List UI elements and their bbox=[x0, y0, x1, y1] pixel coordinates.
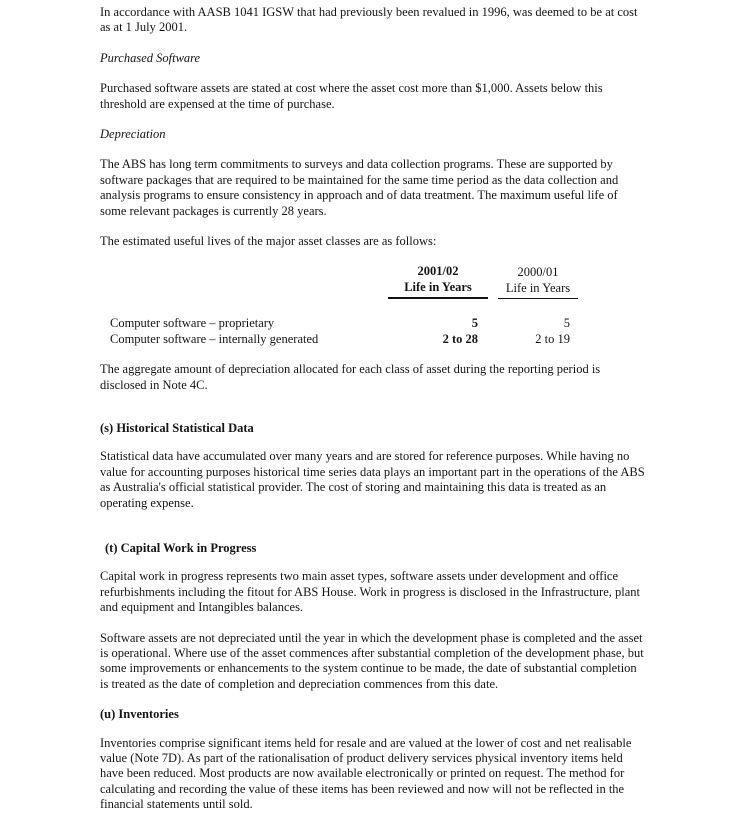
paragraph-purchased-software: Purchased software assets are stated at cost where the asset cost more than $1,000. Assets below this threshold are expensed at the time of purchase. bbox=[100, 81, 603, 111]
row-label: Computer software – internally generated bbox=[110, 331, 319, 346]
paragraph-inventories: Inventories comprise significant items held for resale and are valued at the lower of cost and net realisable value (Note 7D). As part of the rationalisation of product delivery services physical inventory items held have been reduced. Most products are now available electronically or printed on request. The method for calculating and recording the value of these items has been reviewed and now will not be reflected in the financial statements until sold. bbox=[100, 735, 632, 812]
paragraph-capital-work-1: Capital work in progress represents two main asset types, software assets under development and office refurbishments including the fitout for ABS House. Work in progress is disclosed in the Infrastructure, plant and equipment and Intangibles balances. bbox=[100, 569, 640, 615]
paragraph-useful-lives-intro: The estimated useful lives of the major asset classes are as follows: bbox=[100, 234, 437, 249]
row-value-2001-02: 2 to 28 bbox=[442, 331, 478, 346]
table-body bbox=[100, 316, 645, 347]
row-value-2000-01: 2 to 19 bbox=[535, 331, 570, 346]
paragraph-historical-statistical-data: Statistical data have accumulated over many years and are stored for reference purposes. While having no value for accounting purposes historical time series data plays an important part in the operations of the ABS as Australia's official statistical provider. The cost of storing and maintaining this data is treated as an operating expense. bbox=[100, 449, 645, 510]
column-year-label: 2001/02 bbox=[417, 264, 459, 279]
useful-lives-table bbox=[100, 264, 645, 347]
heading-capital-work-in-progress: (t) Capital Work in Progress bbox=[105, 540, 257, 555]
column-year-label: 2000/01 bbox=[517, 265, 559, 280]
paragraph-aggregate-depreciation: The aggregate amount of depreciation allocated for each class of asset during the reporting period is disclosed in Note 4C. bbox=[100, 362, 601, 392]
document-page bbox=[100, 0, 645, 813]
column-unit-label: Life in Years bbox=[505, 280, 571, 295]
column-unit-label: Life in Years bbox=[404, 279, 472, 294]
table-column-header-2001-02 bbox=[388, 264, 488, 299]
paragraph-aasb-intro: In accordance with AASB 1041 IGSW that had previously been revalued in 1996, was deemed to be at cost as at 1 July 2001. bbox=[100, 5, 638, 35]
table-header-row bbox=[100, 264, 645, 299]
paragraph-depreciation: The ABS has long term commitments to surveys and data collection programs. These are supported by software packages that are required to be maintained for the same time period as the data collection and analysis programs to ensure consistency in approach and of data treatment. The maximum useful life of some relevant packages is currently 28 years. bbox=[100, 157, 619, 218]
row-value-2001-02: 5 bbox=[471, 316, 478, 331]
table-row-proprietary bbox=[100, 316, 645, 331]
table-column-header-2000-01 bbox=[498, 265, 578, 299]
table-row-internally-generated bbox=[100, 332, 645, 347]
heading-inventories: (u) Inventories bbox=[100, 707, 179, 722]
heading-historical-statistical-data: (s) Historical Statistical Data bbox=[100, 420, 254, 435]
row-label: Computer software – proprietary bbox=[110, 316, 275, 331]
paragraph-capital-work-2: Software assets are not depreciated until the year in which the development phase is completed and the asset is operational. Where use of the asset commences after substantial completion of the development phase, but some improvements or enhancements to the system continue to be made, the date of substantial completion is treated as the date of completion and depreciation commences from this date. bbox=[100, 630, 644, 691]
heading-depreciation: Depreciation bbox=[100, 127, 166, 142]
heading-purchased-software: Purchased Software bbox=[100, 50, 201, 65]
row-value-2000-01: 5 bbox=[563, 316, 570, 331]
